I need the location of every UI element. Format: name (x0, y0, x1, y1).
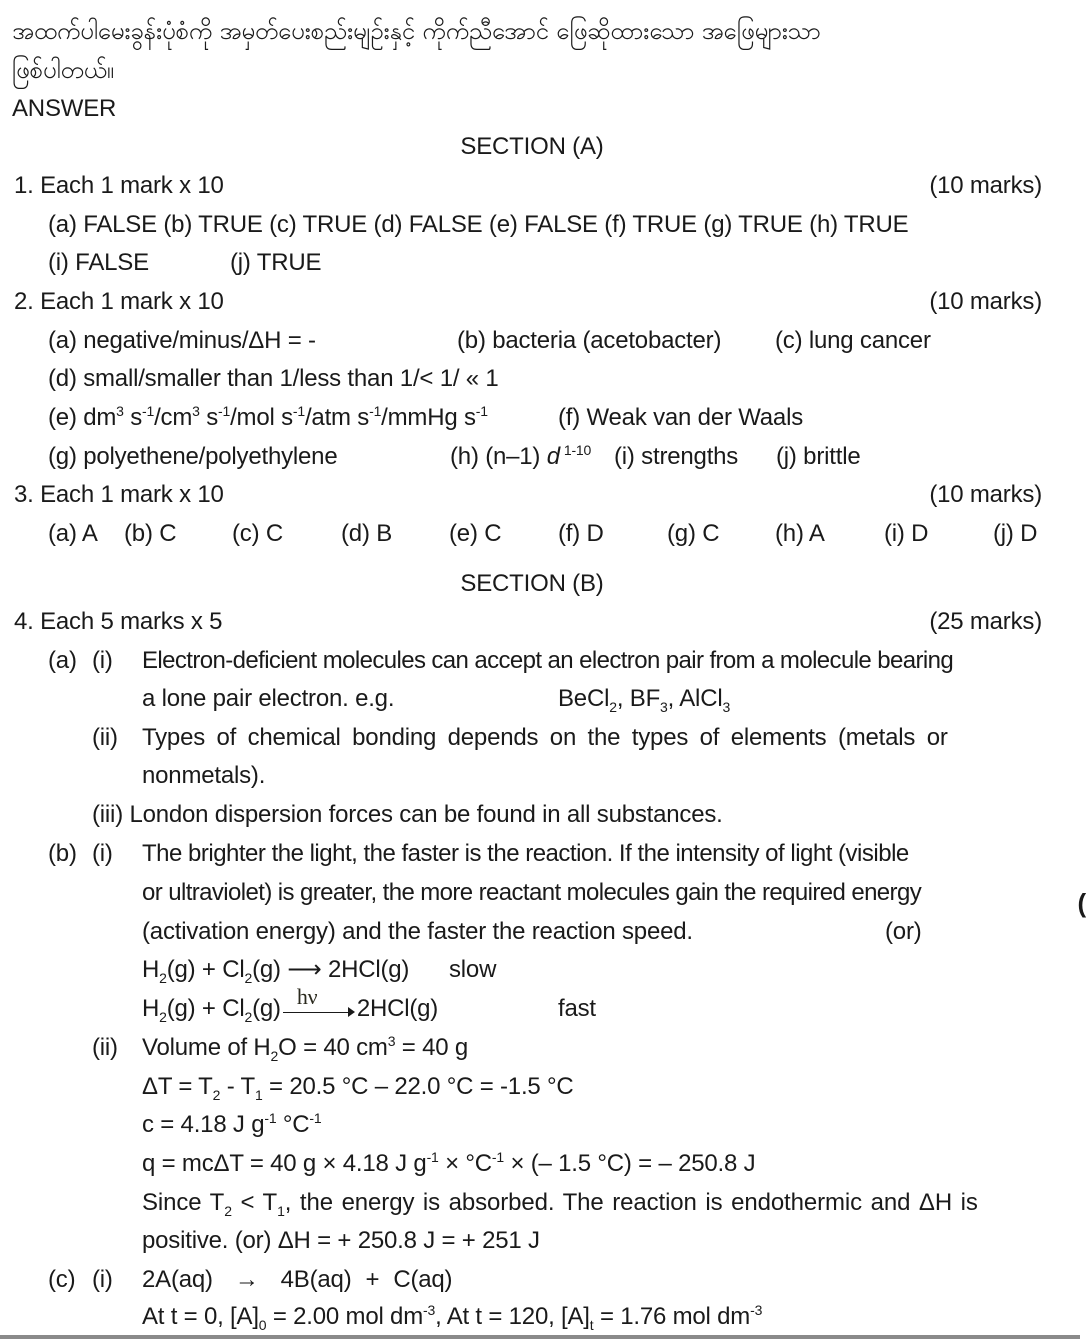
q4-a-ii-line-2: nonmetals). (142, 762, 266, 789)
subscript: t (589, 1317, 594, 1333)
q4-b-i-label: (i) (92, 840, 113, 867)
subscript: 2 (244, 970, 253, 986)
q4-b-ii-line-5 (142, 1188, 978, 1218)
q4-a-i-line-2: a lone pair electron. e.g. (142, 685, 395, 712)
q2-marks: (10 marks) (929, 288, 1042, 315)
superscript: -1 (491, 1149, 504, 1165)
q3-answer: (a) A (48, 520, 98, 547)
section-a-title: SECTION (A) (460, 133, 604, 160)
subscript: 0 (258, 1317, 267, 1333)
unit-sup: -1 (142, 403, 155, 419)
q4-b-ii-line-6: positive. (or) ΔH = + 250.8 J = + 251 J (142, 1227, 540, 1254)
q4-b-i-line-2: or ultraviolet) is greater, the more reactant molecules gain the required energy (142, 879, 922, 906)
superscript: 3 (387, 1033, 396, 1049)
equation-slow-note: slow (449, 956, 497, 983)
q3-answer: (c) C (232, 520, 283, 547)
q4-b-ii-line-4 (142, 1149, 755, 1179)
text: Since T (142, 1189, 225, 1216)
text: < T (231, 1189, 278, 1216)
eq-text: H (142, 995, 160, 1022)
subscript: 1 (255, 1087, 263, 1103)
subscript: 2 (159, 970, 167, 986)
unit-text: /mmHg s (381, 404, 476, 431)
q4-c-label: (c) (48, 1266, 76, 1293)
unit-sup: -1 (292, 403, 305, 419)
answer-label: ANSWER (12, 95, 117, 122)
subscript: 2 (244, 1009, 253, 1025)
text: × °C (438, 1150, 492, 1177)
q4-c-i-line-2 (142, 1302, 762, 1332)
unit-text: s (199, 404, 219, 431)
q4-b-i-or: (or) (885, 918, 922, 945)
unit-sup: -1 (475, 403, 488, 419)
subscript: 2 (159, 1009, 167, 1025)
q2-h-orbital: d (546, 443, 560, 470)
q2-answer-g: (g) polyethene/polyethylene (48, 443, 338, 470)
q2-answer-d: (d) small/smaller than 1/less than 1/< 1/ « 1 (48, 365, 499, 392)
reactant: 2A(aq) (142, 1266, 213, 1293)
q4-a-i-label: (i) (92, 647, 113, 674)
unit-text: s (123, 404, 143, 431)
q3-answer: (f) D (558, 520, 604, 547)
subscript: 2 (270, 1048, 279, 1064)
formula-becl2: BeCl (558, 685, 610, 712)
q4-a-i-line-1: Electron-deficient molecules can accept an electron pair from a molecule bearing (142, 647, 954, 674)
q3-answer: (g) C (667, 520, 720, 547)
q3-marks: (10 marks) (929, 481, 1042, 508)
arrow-shaft (283, 1012, 349, 1014)
section-b-title: SECTION (B) (460, 570, 604, 597)
eq-text: H (142, 956, 160, 983)
eq-text: (g) + Cl (166, 995, 245, 1022)
equation-slow (142, 955, 409, 985)
q2-answer-b: (b) bacteria (acetobacter) (457, 327, 722, 354)
q3-heading: 3. Each 1 mark x 10 (14, 481, 224, 508)
q3-answer: (i) D (884, 520, 929, 547)
text: = 20.5 °C – 22.0 °C = -1.5 °C (262, 1073, 574, 1100)
eq-text: (g) + Cl (166, 956, 245, 983)
intro-burmese-line-1: အထက်ပါမေးခွန်းပုံစံကို အမှတ်ပေးစည်းမျဉ်းနှင့် ကိုက်ညီအောင် ဖြေဆိုထားသော အဖြေများသာ (12, 17, 821, 45)
q4-c-i-label: (i) (92, 1266, 113, 1293)
q2-answer-j: (j) brittle (776, 443, 861, 470)
superscript: -3 (423, 1302, 436, 1318)
q2-h-electrons: 1-10 (563, 442, 592, 458)
text: c = 4.18 J g (142, 1111, 265, 1138)
unit-sup: -1 (369, 403, 382, 419)
q1-answers-row-1: (a) FALSE (b) TRUE (c) TRUE (d) FALSE (e) FALSE (f) TRUE (g) TRUE (h) TRUE (48, 211, 909, 238)
q1-marks: (10 marks) (929, 172, 1042, 199)
q1-answer-i: (i) FALSE (48, 249, 149, 276)
text: = 1.76 mol dm (593, 1303, 751, 1330)
q4-a-label: (a) (48, 647, 77, 674)
q3-answer: (h) A (775, 520, 825, 547)
unit-sup: 3 (116, 403, 124, 419)
q4-b-ii-line-1 (142, 1033, 468, 1063)
text: Volume of H (142, 1034, 271, 1061)
q1-answer-j: (j) TRUE (230, 249, 322, 276)
q1-heading: 1. Each 1 mark x 10 (14, 172, 224, 199)
unit-text: /cm (154, 404, 193, 431)
text: At t = 0, [A] (142, 1303, 259, 1330)
product: 4B(aq) (280, 1266, 352, 1293)
eq-text: 2HCl(g) (356, 995, 439, 1022)
unit-sup: 3 (192, 403, 200, 419)
subscript: 3 (660, 699, 668, 715)
q4-b-i-line-1: The brighter the light, the faster is the reaction. If the intensity of light (visible (142, 840, 909, 867)
subscript: 2 (224, 1203, 232, 1219)
q2-answer-a: (a) negative/minus/ΔH = - (48, 327, 316, 354)
superscript: -1 (309, 1110, 322, 1126)
q3-answer: (e) C (449, 520, 502, 547)
plus-sign: + (365, 1266, 380, 1293)
text: q = mcΔT = 40 g × 4.18 J g (142, 1150, 427, 1177)
q2-answer-i: (i) strengths (614, 443, 739, 470)
q2-e-prefix: (e) dm (48, 404, 117, 431)
q2-h-prefix: (h) (n–1) (450, 443, 547, 470)
product: C(aq) (393, 1266, 453, 1293)
q2-answer-h (450, 442, 591, 472)
bottom-divider (0, 1335, 1080, 1339)
superscript: -1 (426, 1149, 439, 1165)
eq-text: (g) ⟶ 2HCl(g) (252, 956, 410, 983)
superscript: -1 (264, 1110, 277, 1126)
q4-marks: (25 marks) (929, 608, 1042, 635)
subscript: 2 (212, 1087, 221, 1103)
text: - T (220, 1073, 255, 1100)
q4-b-label: (b) (48, 840, 77, 867)
text: O = 40 cm (278, 1034, 388, 1061)
unit-sup: -1 (218, 403, 231, 419)
q4-heading: 4. Each 5 marks x 5 (14, 608, 223, 635)
text: = 2.00 mol dm (266, 1303, 424, 1330)
q4-b-i-line-3: (activation energy) and the faster the reaction speed. (142, 918, 693, 945)
formula-bf3: , BF (616, 685, 661, 712)
superscript: -3 (750, 1302, 763, 1318)
subscript: 2 (609, 699, 617, 715)
eq-text: (g) (252, 995, 281, 1022)
text: °C (276, 1111, 310, 1138)
q2-answer-e (48, 403, 488, 433)
subscript: 3 (722, 699, 731, 715)
equation-fast (142, 983, 439, 1025)
text: × (– 1.5 °C) = – 250.8 J (503, 1150, 756, 1177)
text: ΔT = T (142, 1073, 213, 1100)
subscript: 1 (277, 1203, 285, 1219)
reaction-arrow-icon: → (234, 1266, 259, 1293)
formula-alcl3: , AlCl (667, 685, 723, 712)
equation-fast-note: fast (558, 995, 596, 1022)
cropped-edge-glyph: ( (1077, 888, 1086, 918)
q3-answer: (j) D (993, 520, 1038, 547)
unit-text: /atm s (304, 404, 370, 431)
q4-c-i-equation (142, 1265, 452, 1295)
q4-b-ii-label: (ii) (92, 1034, 118, 1061)
q2-heading: 2. Each 1 mark x 10 (14, 288, 224, 315)
intro-burmese-line-2: ဖြစ်ပါတယ်။ (12, 56, 114, 84)
q3-answer: (b) C (124, 520, 177, 547)
q3-answer: (d) B (341, 520, 393, 547)
q4-b-ii-line-3 (142, 1110, 321, 1140)
q4-a-iii: (iii) London dispersion forces can be found in all substances. (92, 801, 723, 828)
text: = 40 g (395, 1034, 468, 1061)
q2-answer-f: (f) Weak van der Waals (558, 404, 804, 431)
q2-answer-c: (c) lung cancer (775, 327, 931, 354)
q4-a-ii-label: (ii) (92, 724, 118, 751)
unit-text: /mol s (230, 404, 293, 431)
text: , At t = 120, [A] (435, 1303, 590, 1330)
q4-b-ii-line-2 (142, 1072, 574, 1102)
arrow-label-hv: hν (296, 983, 318, 1009)
arrow-head (348, 1007, 355, 1017)
text: , the energy is absorbed. The reaction is endothermic and ΔH is (284, 1189, 978, 1216)
light-arrow-icon (283, 983, 355, 1020)
q4-a-i-examples (558, 684, 730, 714)
q4-a-ii-line-1: Types of chemical bonding depends on the types of elements (metals or (142, 724, 948, 751)
